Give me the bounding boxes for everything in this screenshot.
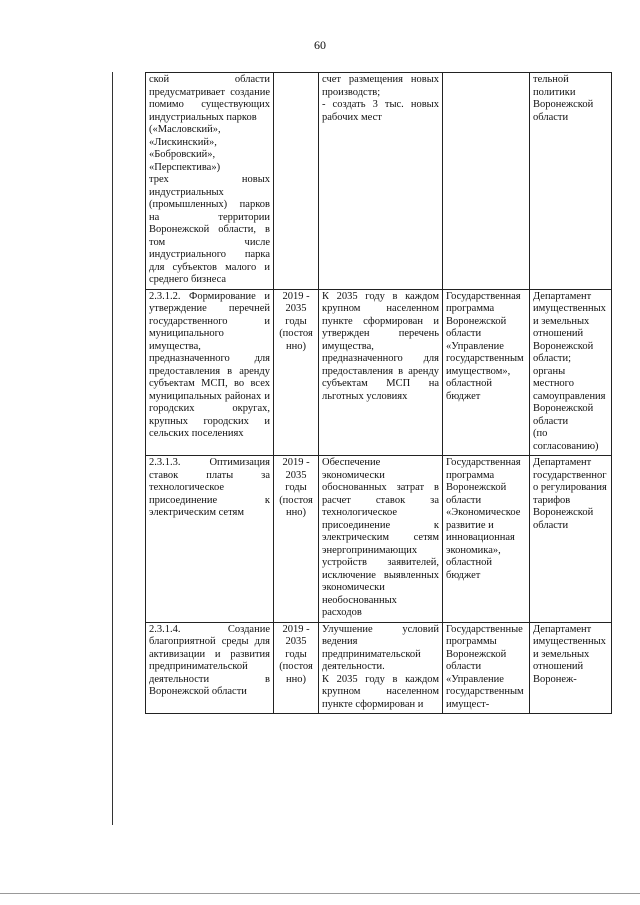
period-cell: 2019 - 2035 годы (постоянно) xyxy=(274,456,319,623)
period-cell: 2019 - 2035 годы (постоянно) xyxy=(274,622,319,714)
result-cell: Обеспечение экономически обоснованных затрат в расчет ставок за технологическое присоединение к электрическим сетям энергопринимающих устройств заявителей, исключение выявленных экономически необоснованных расходов xyxy=(319,456,443,623)
program-cell xyxy=(443,73,530,290)
program-cell: Государственная программа Воронежской области «Управление государственным имуществом», областной бюджет xyxy=(443,289,530,456)
period-cell: 2019 - 2035 годы (постоянно) xyxy=(274,289,319,456)
executor-cell: Департамент государственного регулирования тарифов Воронежской области xyxy=(530,456,612,623)
result-cell: К 2035 году в каждом крупном населенном пункте сформирован и утвержден перечень имущества, предназначенного для предоставления в аренду субъектам МСП на льготных условиях xyxy=(319,289,443,456)
program-cell: Государственная программа Воронежской области «Экономическое развитие и инновационная экономика», областной бюджет xyxy=(443,456,530,623)
program-cell: Государственные программы Воронежской области «Управление государственным имущест- xyxy=(443,622,530,714)
period-cell xyxy=(274,73,319,290)
executor-cell: Департамент имущественных и земельных отношений Воронеж- xyxy=(530,622,612,714)
left-margin-rule xyxy=(112,72,113,825)
measure-cell: 2.3.1.4. Создание благоприятной среды для активизации и развития предпринимательской деятельности в Воронежской области xyxy=(146,622,274,714)
measures-table xyxy=(145,72,612,714)
result-cell: Улучшение условий ведения предпринимательской деятельности. К 2035 году в каждом крупном населенном пункте сформирован и xyxy=(319,622,443,714)
table-row xyxy=(146,622,612,714)
executor-cell: Департамент имущественных и земельных отношений Воронежской области; органы местного самоуправления Воронежской области (по согласованию) xyxy=(530,289,612,456)
measure-cell: 2.3.1.2. Формирование и утверждение перечней государственного и муниципального имущества, предназначенного для предоставления в аренду субъектам МСП, во всех муниципальных районах и городских округах, крупных городских и сельских поселениях xyxy=(146,289,274,456)
table-row xyxy=(146,289,612,456)
executor-cell: тельной политики Воронежской области xyxy=(530,73,612,290)
result-cell: счет размещения новых производств; - создать 3 тыс. новых рабочих мест xyxy=(319,73,443,290)
bottom-page-rule xyxy=(0,893,640,894)
table-row xyxy=(146,456,612,623)
page-number: 60 xyxy=(314,38,326,52)
measure-cell: ской области предусматривает создание помимо существующих индустриальных парков («Масловский», «Лискинский», «Бобровский», «Перспектива») трех новых индустриальных (промышленных) парков на территории Воронежской области, в том числе индустриального парка для субъектов малого и среднего бизнеса xyxy=(146,73,274,290)
measure-cell: 2.3.1.3. Оптимизация ставок платы за технологическое присоединение к электрическим сетям xyxy=(146,456,274,623)
table-row xyxy=(146,73,612,290)
